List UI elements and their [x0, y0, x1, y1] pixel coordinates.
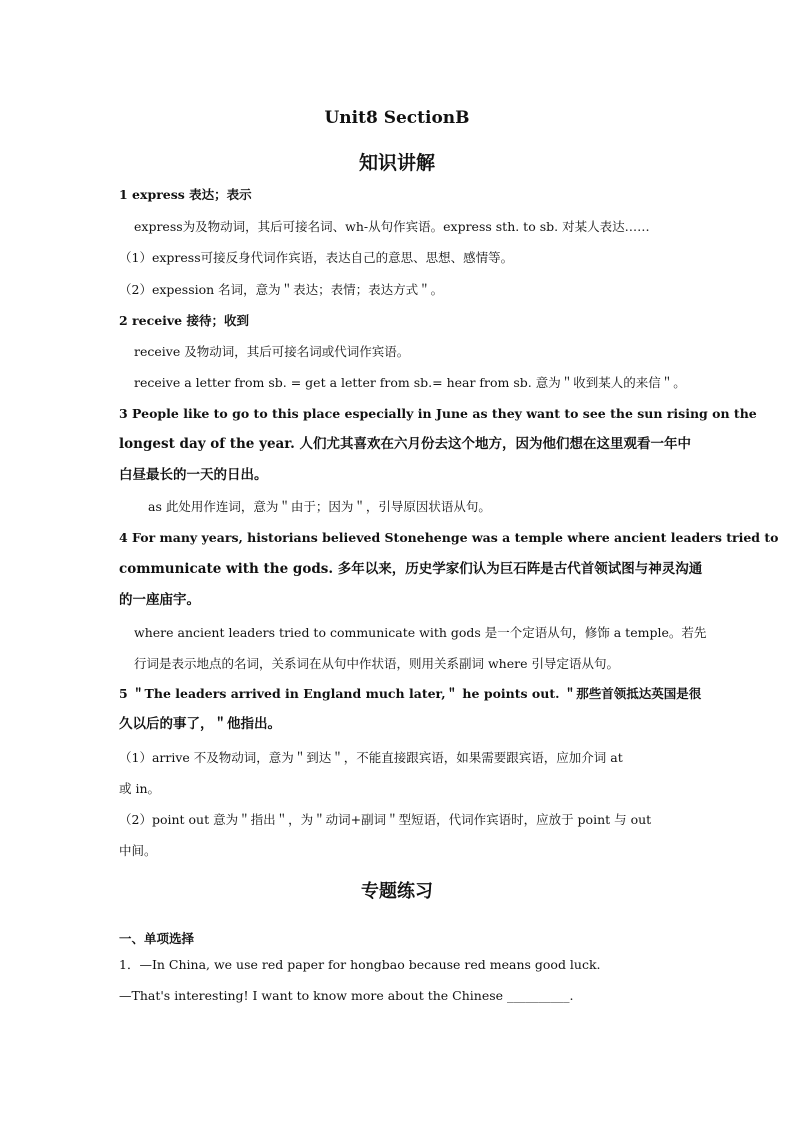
point-1-heading: 1 express 表达；表示	[119, 187, 252, 202]
point-4-sentence: 4 For many years, historians believed Stonehenge was a temple where ancient leaders tried to	[119, 530, 779, 545]
question-line: —That's interesting! I want to know more about the Chinese __________.	[119, 988, 574, 1003]
paragraph-line: where ancient leaders tried to communicate with gods 是一个定语从句，修饰 a temple。若先	[134, 625, 707, 640]
exercise-section-heading: 一、单项选择	[119, 931, 195, 946]
paragraph-line: 中间。	[119, 843, 157, 858]
paragraph-line: 行词是表示地点的名词，关系词在从句中作状语，则用关系副词 where 引导定语从句。	[134, 656, 619, 671]
point-3-sentence: 白昼最长的一天的日出。	[119, 467, 268, 483]
paragraph-line: 或 in。	[119, 781, 161, 796]
paragraph-line: as 此处用作连词，意为＂由于；因为＂，引导原因状语从句。	[148, 499, 491, 514]
point-4-sentence: 的一座庙宇。	[119, 592, 200, 608]
point-5-sentence: 5 ＂The leaders arrived in England much later,＂ he points out. ＂那些首领抵达英国是很	[119, 686, 702, 701]
point-3-sentence: 3 People like to go to this place especially in June as they want to see the sun rising on the	[119, 406, 757, 421]
point-4-sentence: communicate with the gods. 多年以来，历史学家们认为巨石阵是古代首领试图与神灵沟通	[119, 561, 703, 577]
document-title: Unit8 SectionB	[324, 108, 470, 128]
paragraph-line: （1）express可接反身代词作宾语，表达自己的意思、思想、感情等。	[119, 250, 514, 265]
point-2-heading: 2 receive 接待；收到	[119, 313, 249, 328]
paragraph-line: （2）expession 名词，意为＂表达；表情；表达方式＂。	[119, 282, 444, 297]
paragraph-line: receive a letter from sb. = get a letter from sb.= hear from sb. 意为＂收到某人的来信＂。	[134, 375, 686, 390]
section-heading-practice: 专题练习	[361, 881, 433, 902]
point-5-sentence: 久以后的事了，＂他指出。	[119, 716, 281, 732]
paragraph-line: （1）arrive 不及物动词，意为＂到达＂，不能直接跟宾语，如果需要跟宾语，应加介词 at	[119, 750, 623, 765]
section-heading-knowledge: 知识讲解	[358, 152, 435, 174]
paragraph-line: express为及物动词，其后可接名词、wh-从句作宾语。express sth. to sb. 对某人表达……	[134, 219, 650, 234]
paragraph-line: receive 及物动词，其后可接名词或代词作宾语。	[134, 344, 410, 359]
point-3-sentence: longest day of the year. 人们尤其喜欢在六月份去这个地方，因为他们想在这里观看一年中	[119, 436, 692, 452]
paragraph-line: （2）point out 意为＂指出＂，为＂动词+副词＂型短语，代词作宾语时，应放于 point 与 out	[119, 812, 652, 827]
question-line: 1．—In China, we use red paper for hongbao because red means good luck.	[119, 957, 601, 972]
